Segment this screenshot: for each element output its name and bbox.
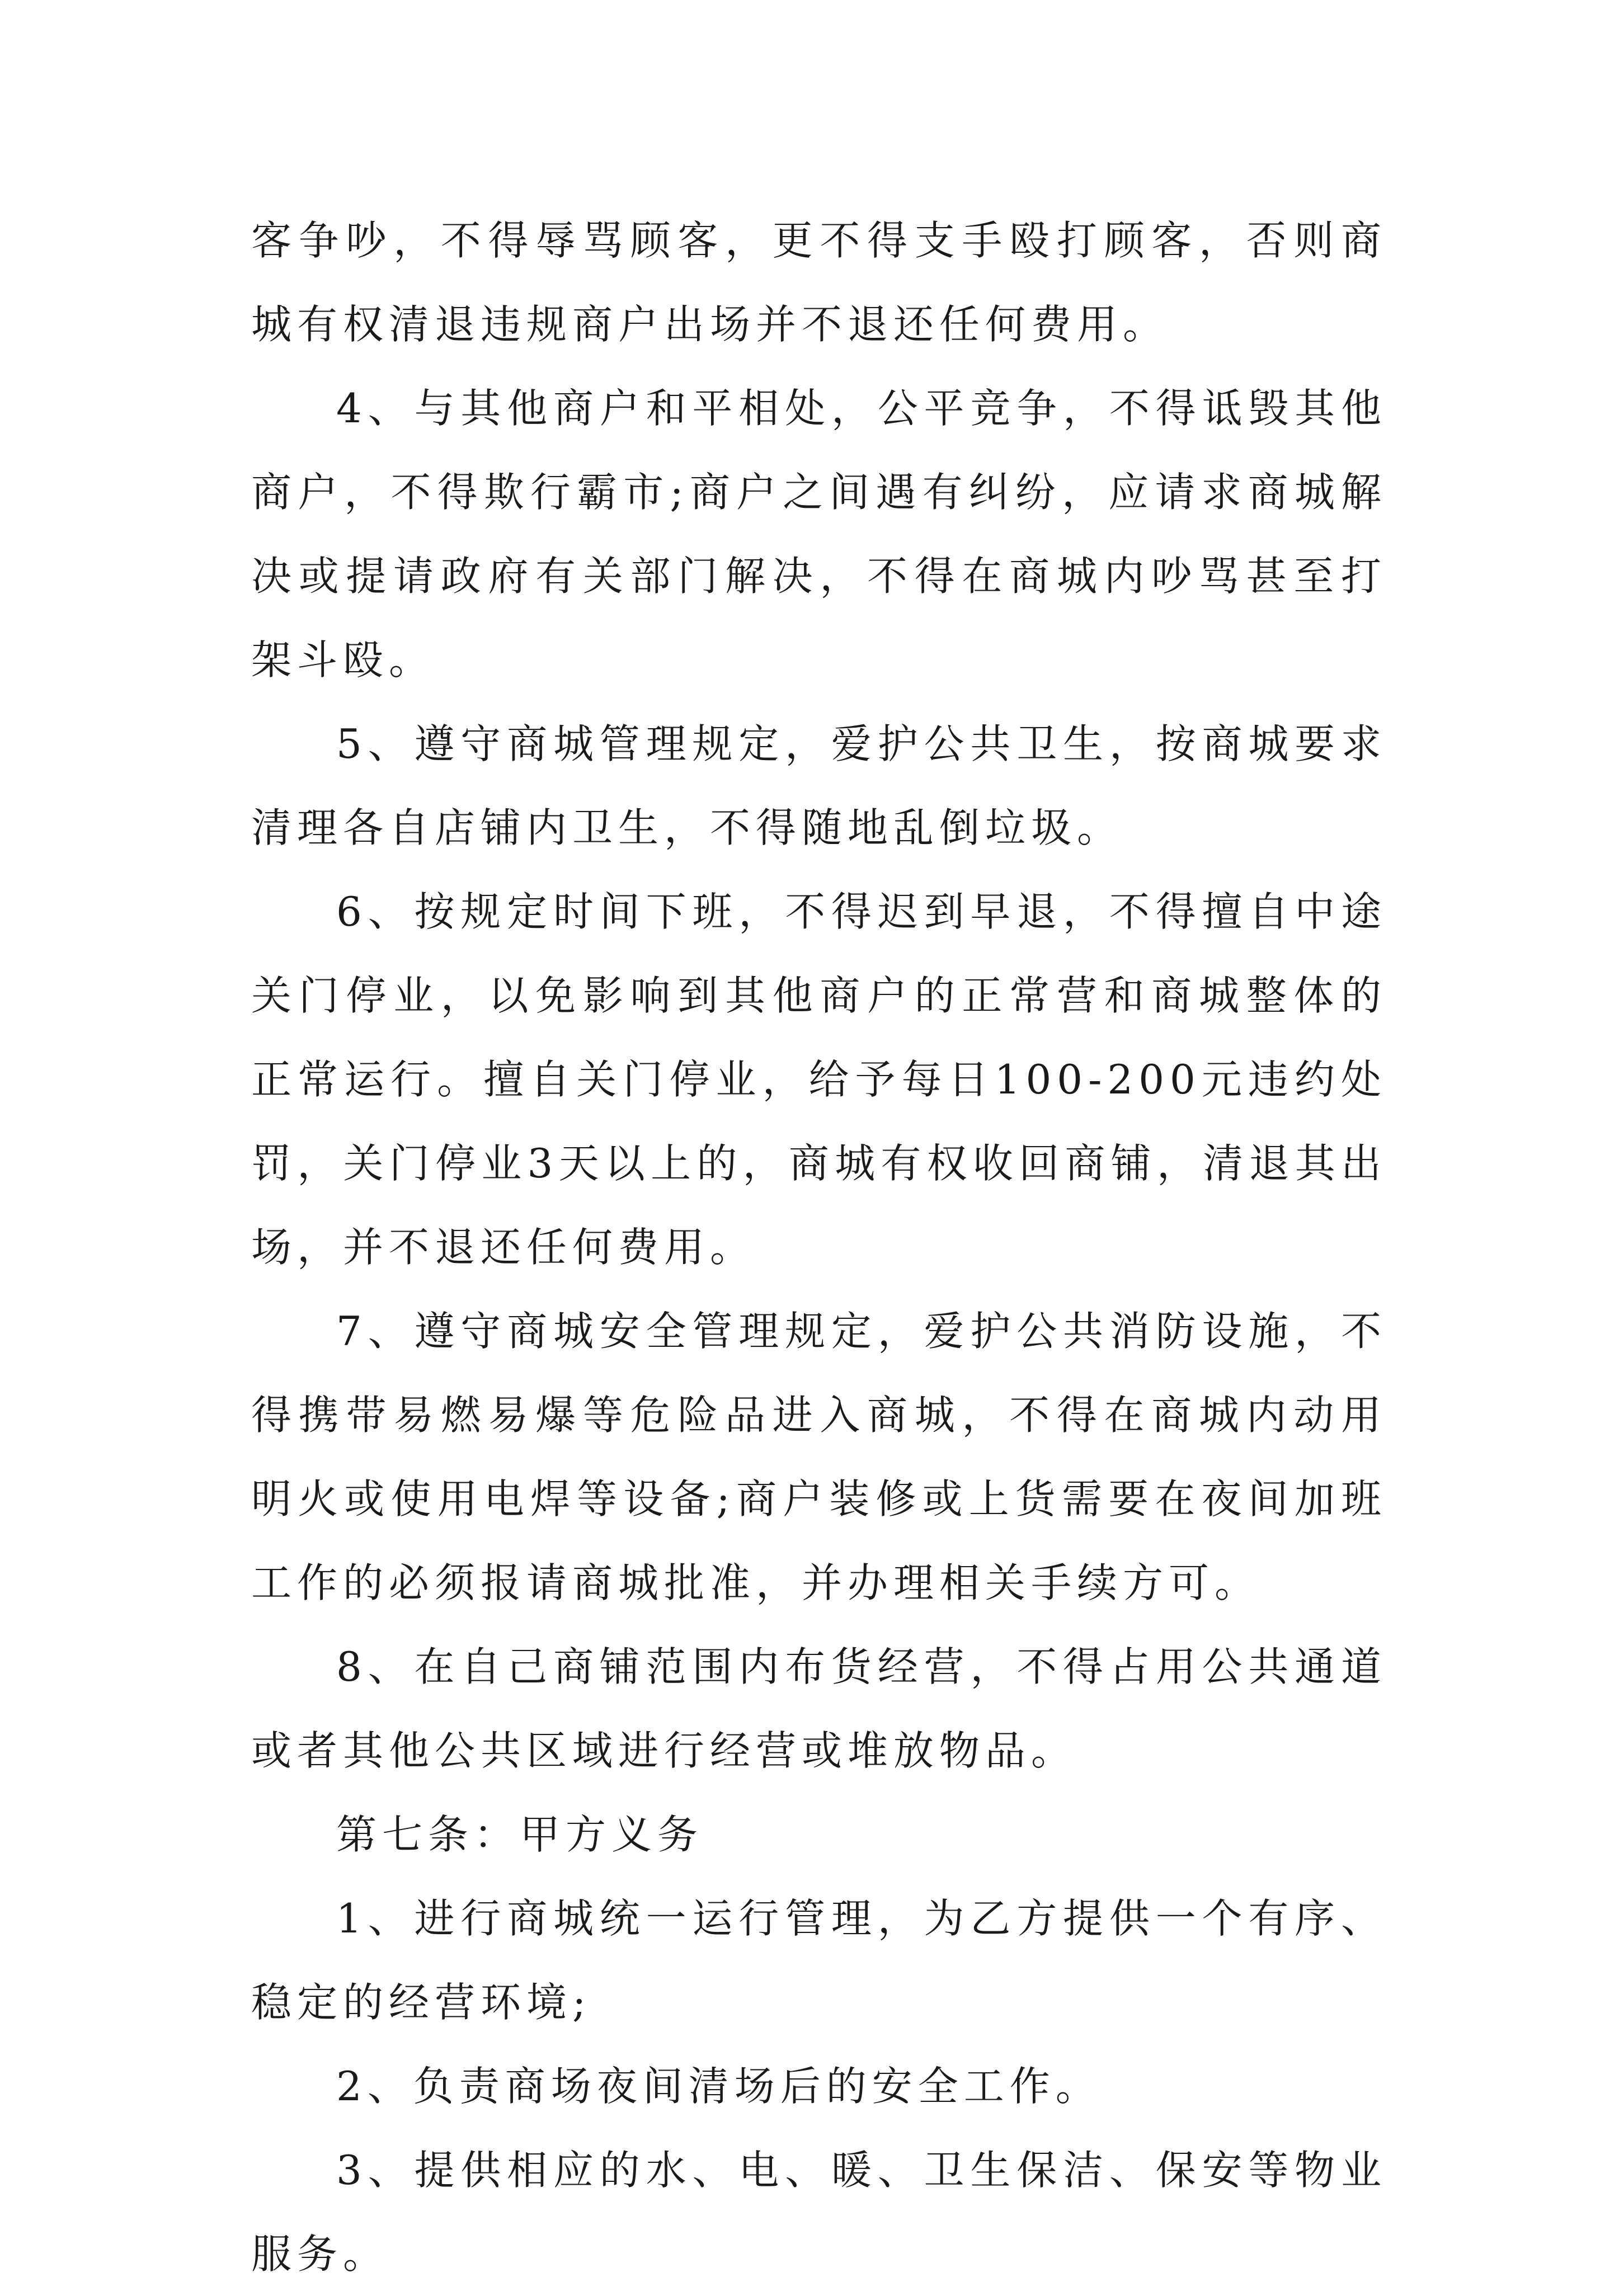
paragraph-item-5: 5、遵守商城管理规定，爱护公共卫生，按商城要求清理各自店铺内卫生，不得随地乱倒垃圾。 [251,720,1387,851]
paragraph-item-4: 4、与其他商户和平相处，公平竞争，不得诋毁其他商户，不得欺行霸市;商户之间遇有纠纷，应请求商城解决或提请政府有关部门解决，不得在商城内吵骂甚至打架斗殴。 [251,385,1387,683]
document-body [251,199,1387,2296]
paragraph-obligation-1: 1、进行商城统一运行管理，为乙方提供一个有序、稳定的经营环境; [251,1895,1387,2026]
paragraph-obligation-3: 3、提供相应的水、电、暖、卫生保洁、保安等物业服务。 [251,2147,1387,2278]
paragraph-item-6: 6、按规定时间下班，不得迟到早退，不得擅自中途关门停业，以免影响到其他商户的正常营和商城整体的正常运行。擅自关门停业，给予每日100-200元违约处罚，关门停业3天以上的，商城有权收回商铺，清退其出场，并不退还任何费用。 [251,888,1387,1271]
paragraph-continuation: 客争吵，不得辱骂顾客，更不得支手殴打顾客，否则商城有权清退违规商户出场并不退还任何费用。 [251,217,1387,348]
paragraph-item-8: 8、在自己商铺范围内布货经营，不得占用公共通道或者其他公共区域进行经营或堆放物品。 [251,1643,1387,1774]
paragraph-item-7: 7、遵守商城安全管理规定，爱护公共消防设施，不得携带易燃易爆等危险品进入商城，不得在商城内动用明火或使用电焊等设备;商户装修或上货需要在夜间加班工作的必须报请商城批准，并办理相关手续方可。 [251,1308,1387,1606]
section-heading-article-7: 第七条：甲方义务 [336,1811,704,1858]
paragraph-obligation-2: 2、负责商场夜间清场后的安全工作。 [336,2063,1102,2110]
